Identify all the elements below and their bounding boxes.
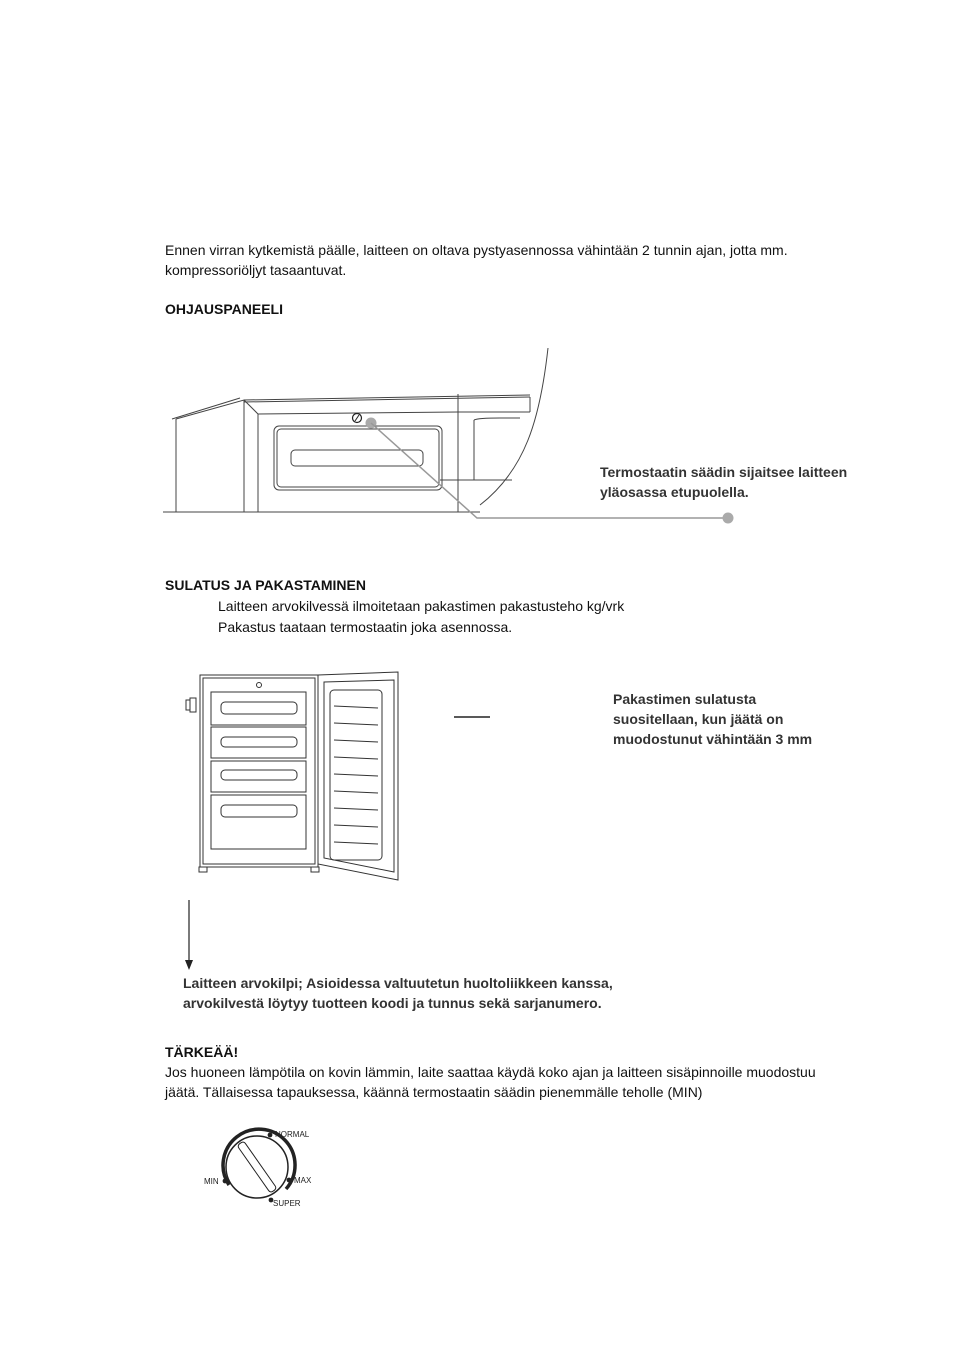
intro-line-2: kompressoriöljyt tasaantuvat.: [165, 262, 347, 278]
dial-label-max: MAX: [294, 1176, 312, 1185]
defrost-callout-line-2: suositellaan, kun jäätä on: [613, 711, 784, 727]
dial-label-super: SUPER: [273, 1199, 301, 1208]
control-panel-heading: OHJAUSPANEELI: [165, 301, 283, 317]
defrost-line-1: Laitteen arvokilvessä ilmoitetaan pakastimen pakastusteho kg/vrk: [218, 598, 625, 614]
thermostat-callout-line-2: yläosassa etupuolella.: [600, 484, 749, 500]
important-line-1: Jos huoneen lämpötila on kovin lämmin, laite saattaa käydä koko ajan ja laitteen sisäpinnoille muodostuu: [165, 1064, 816, 1080]
defrost-heading: SULATUS JA PAKASTAMINEN: [165, 577, 366, 593]
intro-line-1: Ennen virran kytkemistä päälle, laitteen on oltava pystyasennossa vähintään 2 tunnin ajan, jotta mm.: [165, 242, 788, 258]
rating-plate-line-2: arvokilvestä löytyy tuotteen koodi ja tunnus sekä sarjanumero.: [183, 995, 602, 1011]
defrost-callout-line-1: Pakastimen sulatusta: [613, 691, 757, 707]
dial-label-normal: NORMAL: [275, 1130, 310, 1139]
rating-plate-line-1: Laitteen arvokilpi; Asioidessa valtuutetun huoltoliikkeen kanssa,: [183, 975, 613, 991]
important-line-2: jäätä. Tällaisessa tapauksessa, käännä termostaatin säädin pienemmälle teholle (MIN): [165, 1084, 703, 1100]
defrost-callout-line-3: muodostunut vähintään 3 mm: [613, 731, 813, 747]
important-heading: TÄRKEÄÄ!: [165, 1044, 239, 1060]
thermostat-callout-line-1: Termostaatin säädin sijaitsee laitteen: [600, 464, 848, 480]
dial-label-min: MIN: [204, 1177, 219, 1186]
defrost-line-2: Pakastus taataan termostaatin joka asennossa.: [218, 619, 513, 635]
